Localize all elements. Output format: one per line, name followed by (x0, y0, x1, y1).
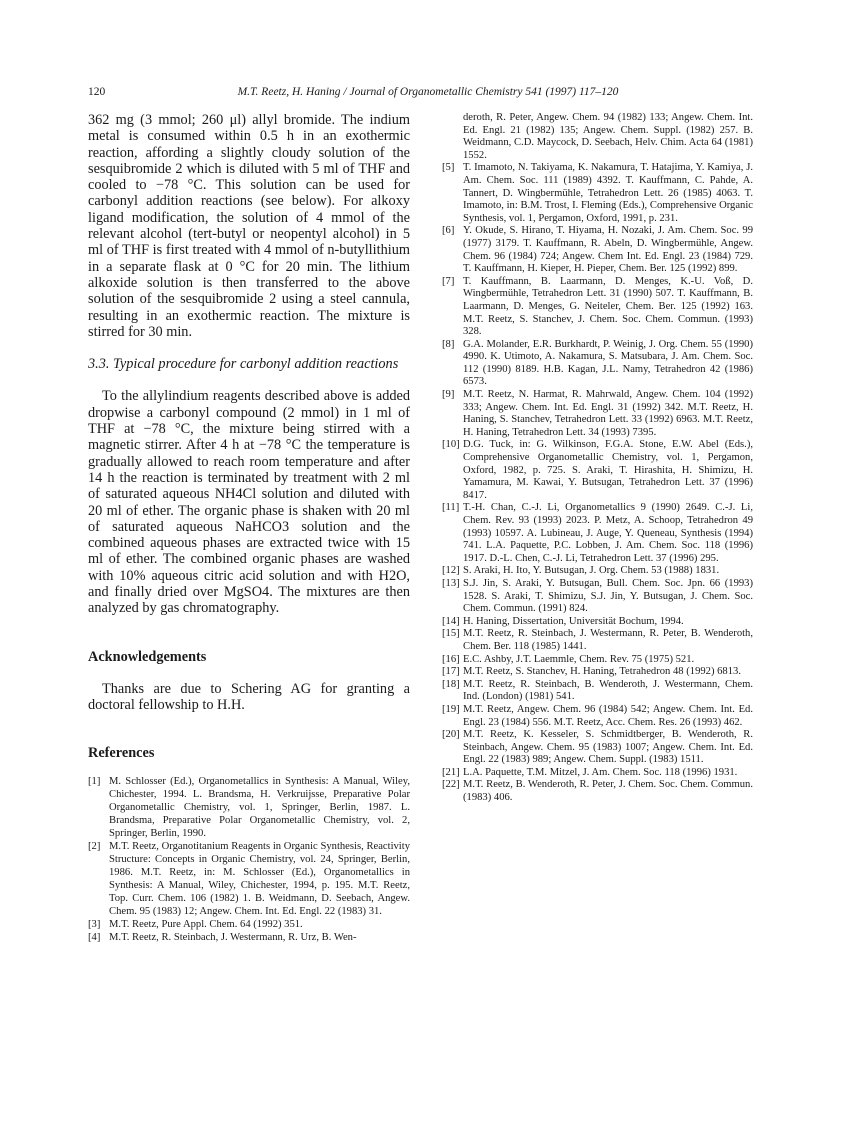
page-header (88, 86, 768, 102)
reference-text: M.T. Reetz, N. Harmat, R. Mahrwald, Angew. Chem. 104 (1992) 333; Angew. Chem. Int. Ed. Engl. 31 (1992) 342. M.T. Reetz, H. Haning, S. Stanchev, Tetrahedron Lett. 33 (1992) 6963. M.T. Reetz, H. Haning, Tetrahedron Lett. 34 (1993) 7395. (463, 389, 753, 438)
reference-text: M.T. Reetz, Angew. Chem. 96 (1984) 542; Angew. Chem. Int. Ed. Engl. 23 (1984) 556. M.T. Reetz, Acc. Chem. Res. 26 (1993) 462. (463, 703, 753, 728)
reference-text: M. Schlosser (Ed.), Organometallics in Synthesis: A Manual, Wiley, Chichester, 1994. L. Brandsma, H. Verkruijsse, Preparative Polar Organometallic Chemistry, vol. 1, Springer, Berlin, 1987. L. Brandsma, Preparative Polar Organometallic Chemistry, vol. 2, Springer, Berlin, 1990. (109, 776, 410, 840)
reference-text: M.T. Reetz, Pure Appl. Chem. 64 (1992) 351. (109, 919, 303, 931)
reference-entry (442, 276, 753, 339)
reference-text: S. Araki, H. Ito, Y. Butsugan, J. Org. Chem. 53 (1988) 1831. (463, 565, 720, 577)
reference-text: S.J. Jin, S. Araki, Y. Butsugan, Bull. Chem. Soc. Jpn. 66 (1993) 1528. S. Araki, T. Shimizu, S.J. Jin, Y. Butsugan, J. Chem. Soc. Chem. Commun. (1991) 824. (463, 577, 753, 615)
reference-entry (442, 654, 753, 667)
reference-text: G.A. Molander, E.R. Burkhardt, P. Weinig, J. Org. Chem. 55 (1990) 4990. K. Utimoto, A. Nakamura, S. Matsubara, J. Am. Chem. Soc. 112 (1990) 8189. H.B. Kagan, J.L. Namy, Tetrahedron 42 (1986) 6573. (463, 338, 753, 388)
page-number: 120 (88, 86, 106, 98)
reference-entry (442, 389, 753, 439)
reference-entry (442, 767, 753, 780)
reference-text: M.T. Reetz, S. Stanchev, H. Haning, Tetrahedron 48 (1992) 6813. (463, 666, 741, 678)
subsection-heading: 3.3. Typical procedure for carbonyl addition reactions (88, 356, 399, 373)
reference-number: [12] (442, 565, 460, 577)
reference-entry (442, 112, 753, 162)
reference-text: M.T. Reetz, R. Steinbach, J. Westermann, R. Urz, B. Wen- (109, 932, 357, 944)
reference-number: [5] (442, 162, 455, 174)
reference-entry (442, 679, 753, 704)
continued-paragraph: 362 mg (3 mmol; 260 μl) allyl bromide. The indium metal is consumed within 0.5 h in an exothermic reaction, affording a slightly cloudy solution of the sesquibromide 2 which is diluted with 5 ml of THF and cooled to −78 °C. This solution can be used for carbonyl addition reactions (see below). For alkoxy ligand modification, the solution of 4 mmol of the relevant alcohol (tert-butyl or neopentyl alcohol) in 5 ml of THF is first treated with 4 mmol of n-butyllithium in a separate flask at 0 °C for 20 min. The lithium alkoxide solution is then transferred to the above solution of the sesquibromide 2 using a steel cannula, resulting in an exothermic reaction. The mixture is stirred for 30 min. (88, 112, 410, 340)
reference-entry (442, 162, 753, 225)
reference-text: L.A. Paquette, T.M. Mitzel, J. Am. Chem. Soc. 118 (1996) 1931. (463, 766, 738, 778)
right-column (442, 112, 753, 805)
reference-text: E.C. Ashby, J.T. Laemmle, Chem. Rev. 75 (1975) 521. (463, 653, 695, 665)
reference-number: [4] (88, 932, 101, 944)
reference-entry (442, 339, 753, 389)
reference-number: [18] (442, 678, 460, 690)
acknowledgements-heading: Acknowledgements (88, 648, 207, 665)
reference-entry (442, 704, 753, 729)
references-list-left (88, 775, 410, 944)
reference-number: [8] (442, 338, 455, 350)
reference-entry (88, 918, 410, 931)
reference-number: [6] (442, 225, 455, 237)
reference-number: [3] (88, 919, 101, 931)
reference-number: [21] (442, 766, 460, 778)
reference-text: M.T. Reetz, R. Steinbach, J. Westermann, R. Peter, B. Wenderoth, Chem. Ber. 118 (1985) 1441. (463, 628, 753, 652)
running-head: M.T. Reetz, H. Haning / Journal of Organometallic Chemistry 541 (1997) 117–120 (237, 86, 619, 98)
reference-text: Y. Okude, S. Hirano, T. Hiyama, H. Nozaki, J. Am. Chem. Soc. 99 (1977) 3179. T. Kauffmann, R. Abeln, D. Wingbermühle, Angew. Chem. 96 (1984) 724; Angew. Chem Int. Ed. Engl. 23 (1984) 729. T. Kauffmann, H. Kieper, H. Pieper, Chem. Ber. 125 (1992) 899. (463, 225, 753, 275)
reference-number: [14] (442, 615, 460, 627)
references-heading: References (88, 745, 155, 762)
reference-number: [17] (442, 666, 460, 678)
reference-text: T. Kauffmann, B. Laarmann, D. Menges, K.-U. Voß, D. Wingbermühle, Tetrahedron Lett. 31 (1990) 507. T. Kauffmann, B. Laarmann, D. Menges, G. Neiteler, Chem. Ber. 125 (1992) 163. M.T. Reetz, S. Stanchev, J. Chem. Soc. Chem. Commun. (1993) 328. (463, 275, 753, 338)
reference-entry (88, 775, 410, 840)
left-column (88, 112, 410, 944)
reference-entry (442, 729, 753, 767)
procedure-paragraph: To the allylindium reagents described above is added dropwise a carbonyl compound (2 mmol) in 1 ml of THF at −78 °C, the mixture being stirred with a magnetic stirrer. After 4 h at −78 °C the temperature is gradually allowed to reach room temperature and after 14 h the reaction is terminated by treatment with 2 ml of saturated aqueous NH4Cl solution and diluted with 20 ml of ether. The organic phase is shaken with 20 ml of saturated aqueous NaHCO3 solution and the combined aqueous phases are extracted twice with 15 ml of ether. The combined organic phases are washed with 10% aqueous citric acid solution and with H2O, and finally dried over MgSO4. The mixtures are then analyzed by gas chromatography. (88, 388, 410, 617)
reference-number: [20] (442, 729, 460, 741)
reference-text: M.T. Reetz, K. Kesseler, S. Schmidtberger, B. Wenderoth, R. Steinbach, Angew. Chem. 95 (1983) 1007; Angew. Chem. Int. Ed. Engl. 22 (1983) 989; Angew. Chem. Suppl. (1983) 1511. (463, 729, 753, 766)
reference-text: D.G. Tuck, in: G. Wilkinson, F.G.A. Stone, E.W. Abel (Eds.), Comprehensive Organometallic Chemistry, vol. 1, Pergamon, Oxford, 1982, p. 725. S. Araki, T. Hirashita, H. Shimizu, H. Yamamura, M. Kawai, Y. Butsugan, Tetrahedron Lett. 37 (1996) 8417. (463, 439, 753, 501)
reference-text: deroth, R. Peter, Angew. Chem. 94 (1982) 133; Angew. Chem. Int. Ed. Engl. 21 (1982) 135; Angew. Chem. Suppl. (1982) 257. B. Weidmann, C.D. Maycock, D. Seebach, Helv. Chim. Acta 64 (1981) 1552. (463, 112, 753, 161)
reference-number: [10] (442, 439, 460, 451)
reference-number: [11] (442, 502, 460, 514)
reference-entry (442, 502, 753, 565)
reference-text: M.T. Reetz, Organotitanium Reagents in Organic Synthesis, Reactivity Structure: Concepts in Organic Chemistry, vol. 24, Springer, Berlin, 1986. M.T. Reetz, in: M. Schlosser (Ed.), Organometallics in Synthesis: A Manual, Wiley, Chichester, 1994, p. 195. M.T. Reetz, Top. Curr. Chem. 106 (1982) 1. B. Weidmann, D. Seebach, Angew. Chem. 95 (1983) 12; Angew. Chem. Int. Ed. Engl. 22 (1983) 31. (109, 841, 410, 918)
reference-number: [7] (442, 275, 455, 287)
reference-number: [2] (88, 841, 101, 853)
reference-number: [15] (442, 628, 460, 640)
reference-entry (442, 628, 753, 653)
reference-number: [22] (442, 779, 460, 791)
reference-entry (442, 616, 753, 629)
reference-entry (442, 779, 753, 804)
reference-entry (442, 578, 753, 616)
reference-number: [16] (442, 653, 460, 665)
reference-entry (88, 840, 410, 918)
acknowledgements-text: Thanks are due to Schering AG for granting a doctoral fellowship to H.H. (88, 680, 410, 713)
reference-entry (442, 666, 753, 679)
reference-number: [13] (442, 577, 460, 589)
reference-entry (442, 225, 753, 275)
reference-entry (442, 439, 753, 502)
reference-number: [9] (442, 389, 455, 401)
reference-text: M.T. Reetz, R. Steinbach, B. Wenderoth, J. Westermann, Chem. Ind. (London) (1981) 541. (463, 678, 753, 703)
reference-entry (442, 565, 753, 578)
reference-text: M.T. Reetz, B. Wenderoth, R. Peter, J. Chem. Soc. Chem. Commun. (1983) 406. (463, 779, 753, 804)
reference-number: [19] (442, 703, 460, 715)
reference-text: T. Imamoto, N. Takiyama, K. Nakamura, T. Hatajima, Y. Kamiya, J. Am. Chem. Soc. 111 (1989) 4392. T. Kauffmann, C. Pahde, A. Tannert, D. Wingbermühle, Tetrahedron Lett. 26 (1985) 4063. T. Imamoto, in: B.M. Trost, I. Fleming (Eds.), Comprehensive Organic Synthesis, vol. 1, Pergamon, Oxford, 1991, p. 231. (463, 162, 753, 224)
reference-text: T.-H. Chan, C.-J. Li, Organometallics 9 (1990) 2649. C.-J. Li, Chem. Rev. 93 (1993) 2023. P. Metz, A. Schoop, Tetrahedron 49 (1993) 10597. A. Lubineau, J. Auge, Y. Queneau, Synthesis (1994) 741. L.A. Paquette, P.C. Lobben, J. Am. Chem. Soc. 118 (1996) 1917. D.-L. Chen, C.-J. Li, Tetrahedron Lett. 37 (1996) 295. (463, 502, 753, 564)
reference-text: H. Haning, Dissertation, Universität Bochum, 1994. (463, 615, 684, 627)
reference-entry (88, 931, 410, 944)
reference-number: [1] (88, 776, 101, 788)
references-list-right (442, 112, 753, 805)
